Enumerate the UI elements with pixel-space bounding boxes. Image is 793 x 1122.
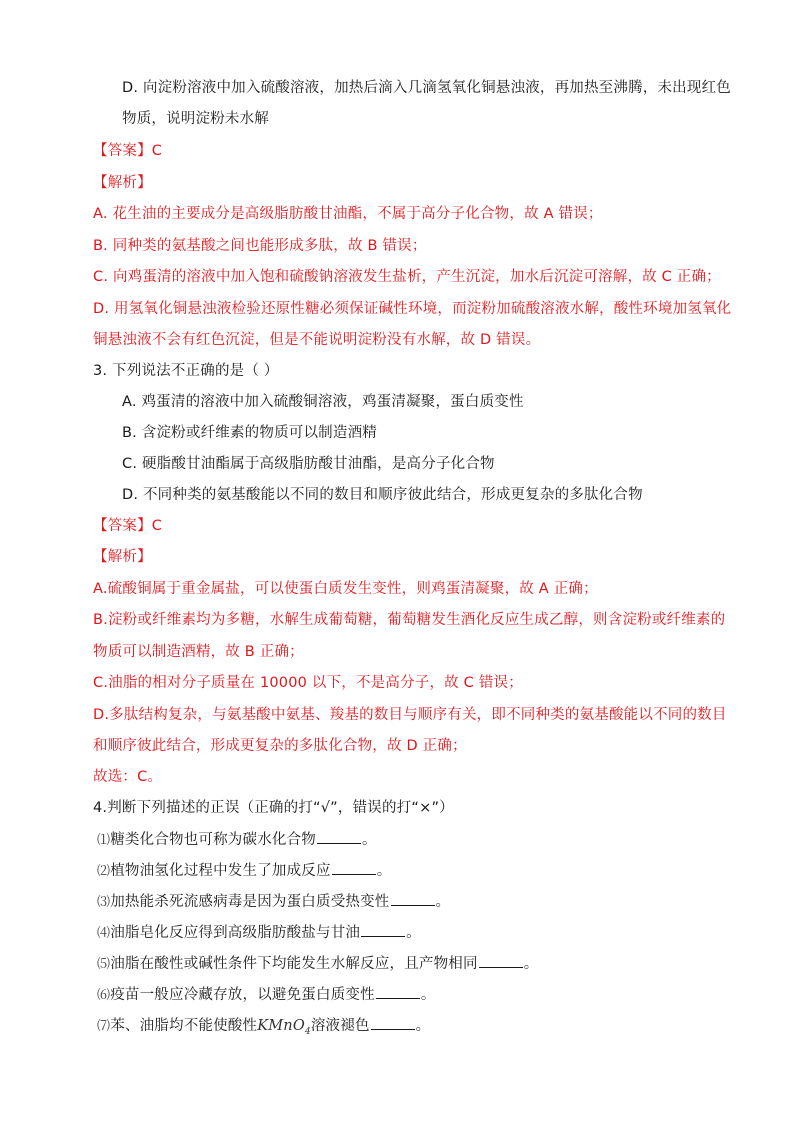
q3-analysis-d2: 和顺序彼此结合，形成更复杂的多肽化合物，故 D 正确；: [93, 738, 467, 754]
q4-item-1: [97, 829, 377, 851]
q4-item-7: [97, 1015, 430, 1042]
item-text: 油脂皂化反应得到高级脂肪酸盐与甘油: [110, 925, 361, 941]
q4-item-6: [97, 984, 436, 1006]
item-end: 。: [420, 987, 436, 1003]
q3-analysis-c: C.油脂的相对分子质量在 10000 以下，不是高分子，故 C 错误；: [93, 675, 523, 691]
q3-analysis-label: 【解析】: [93, 549, 152, 565]
q2-analysis-d1: D. 用氢氧化铜悬浊液检验还原性糖必须保证碱性环境，而淀粉加硫酸溶液水解，酸性环境加氢氧化: [93, 301, 732, 317]
q3-option-a: A. 鸡蛋清的溶液中加入硫酸铜溶液，鸡蛋清凝聚，蛋白质变性: [122, 394, 524, 410]
answer-blank[interactable]: [317, 829, 361, 844]
q3-answer: 【答案】C: [93, 518, 163, 534]
item-number: ⑹: [97, 988, 111, 1003]
item-end: 。: [376, 863, 392, 879]
q3-conclusion: 故选：C。: [93, 769, 163, 785]
kmno4-formula: [257, 1018, 311, 1037]
item-end: 。: [435, 894, 451, 910]
q2-analysis-d2: 铜悬浊液不会有红色沉淀，但是不能说明淀粉没有水解，故 D 错误。: [93, 332, 541, 348]
item-number: ⑺: [97, 1019, 111, 1034]
q2-analysis-b: B. 同种类的氨基酸之间也能形成多肽，故 B 错误；: [93, 238, 427, 254]
item-text: 疫苗一般应冷藏存放，以避免蛋白质变性: [110, 987, 375, 1003]
answer-blank[interactable]: [371, 1015, 415, 1030]
q2-option-d-line1: D. 向淀粉溶液中加入硫酸溶液，加热后滴入几滴氢氧化铜悬浊液，再加热至沸腾，未出现红色: [122, 80, 731, 96]
item-text: 加热能杀死流感病毒是因为蛋白质受热变性: [110, 894, 390, 910]
item-number: ⑸: [97, 957, 111, 972]
answer-blank[interactable]: [376, 984, 420, 999]
q2-analysis-label: 【解析】: [93, 175, 152, 191]
q4-item-4: [97, 922, 421, 944]
item-text-2: 溶液褪色: [310, 1018, 370, 1034]
q2-analysis-a: A. 花生油的主要成分是高级脂肪酸甘油酯，不属于高分子化合物，故 A 错误；: [93, 206, 603, 222]
item-number: ⑴: [97, 833, 111, 848]
q4-item-2: [97, 860, 391, 882]
item-number: ⑶: [97, 895, 111, 910]
item-text: 油脂在酸性或碱性条件下均能发生水解反应，且产物相同: [110, 956, 478, 972]
item-text: 植物油氢化过程中发生了加成反应: [110, 863, 331, 879]
item-text: 糖类化合物也可称为碳水化合物: [110, 832, 317, 848]
q3-option-b: B. 含淀粉或纤维素的物质可以制造酒精: [122, 425, 377, 441]
q2-answer: 【答案】C: [93, 143, 163, 159]
item-end: 。: [406, 925, 421, 941]
item-text: 苯、油脂均不能使酸性: [110, 1018, 258, 1034]
q3-analysis-a: A.硫酸铜属于重金属盐，可以使蛋白质发生变性，则鸡蛋清凝聚，故 A 正确；: [93, 581, 598, 597]
q3-analysis-b1: B.淀粉或纤维素均为多糖，水解生成葡萄糖，葡萄糖发生酒化反应生成乙醇，则含淀粉或纤维素的: [93, 612, 726, 628]
item-end: 。: [362, 832, 377, 848]
q2-option-d-line2: 物质，说明淀粉未水解: [122, 111, 269, 127]
formula-subscript: 4: [304, 1026, 311, 1037]
q4-item-3: [97, 891, 450, 913]
answer-blank[interactable]: [332, 860, 376, 875]
item-number: ⑷: [97, 926, 111, 941]
q3-stem: 3. 下列说法不正确的是（ ）: [93, 363, 279, 379]
answer-blank[interactable]: [479, 953, 523, 968]
q3-option-c: C. 硬脂酸甘油酯属于高级脂肪酸甘油酯，是高分子化合物: [122, 456, 495, 472]
q4-stem: 4.判断下列描述的正误（正确的打“√”，错误的打“×”）: [93, 800, 454, 816]
q4-item-5: [97, 953, 538, 975]
answer-blank[interactable]: [361, 922, 405, 937]
answer-blank[interactable]: [391, 891, 435, 906]
q3-analysis-b2: 物质可以制造酒精，故 B 正确；: [93, 644, 304, 660]
formula-text: KMnO: [257, 1018, 305, 1034]
item-end: 。: [415, 1018, 431, 1034]
q3-option-d: D. 不同种类的氨基酸能以不同的数目和顺序彼此结合，形成更复杂的多肽化合物: [122, 487, 643, 503]
item-end: 。: [523, 956, 539, 972]
q2-analysis-c: C. 向鸡蛋清的溶液中加入饱和硫酸钠溶液发生盐析，产生沉淀，加水后沉淀可溶解，故 C 正确；: [93, 269, 721, 285]
item-number: ⑵: [97, 864, 111, 879]
q3-analysis-d1: D.多肽结构复杂，与氨基酸中氨基、羧基的数目与顺序有关，即不同种类的氨基酸能以不同的数目: [93, 707, 727, 723]
